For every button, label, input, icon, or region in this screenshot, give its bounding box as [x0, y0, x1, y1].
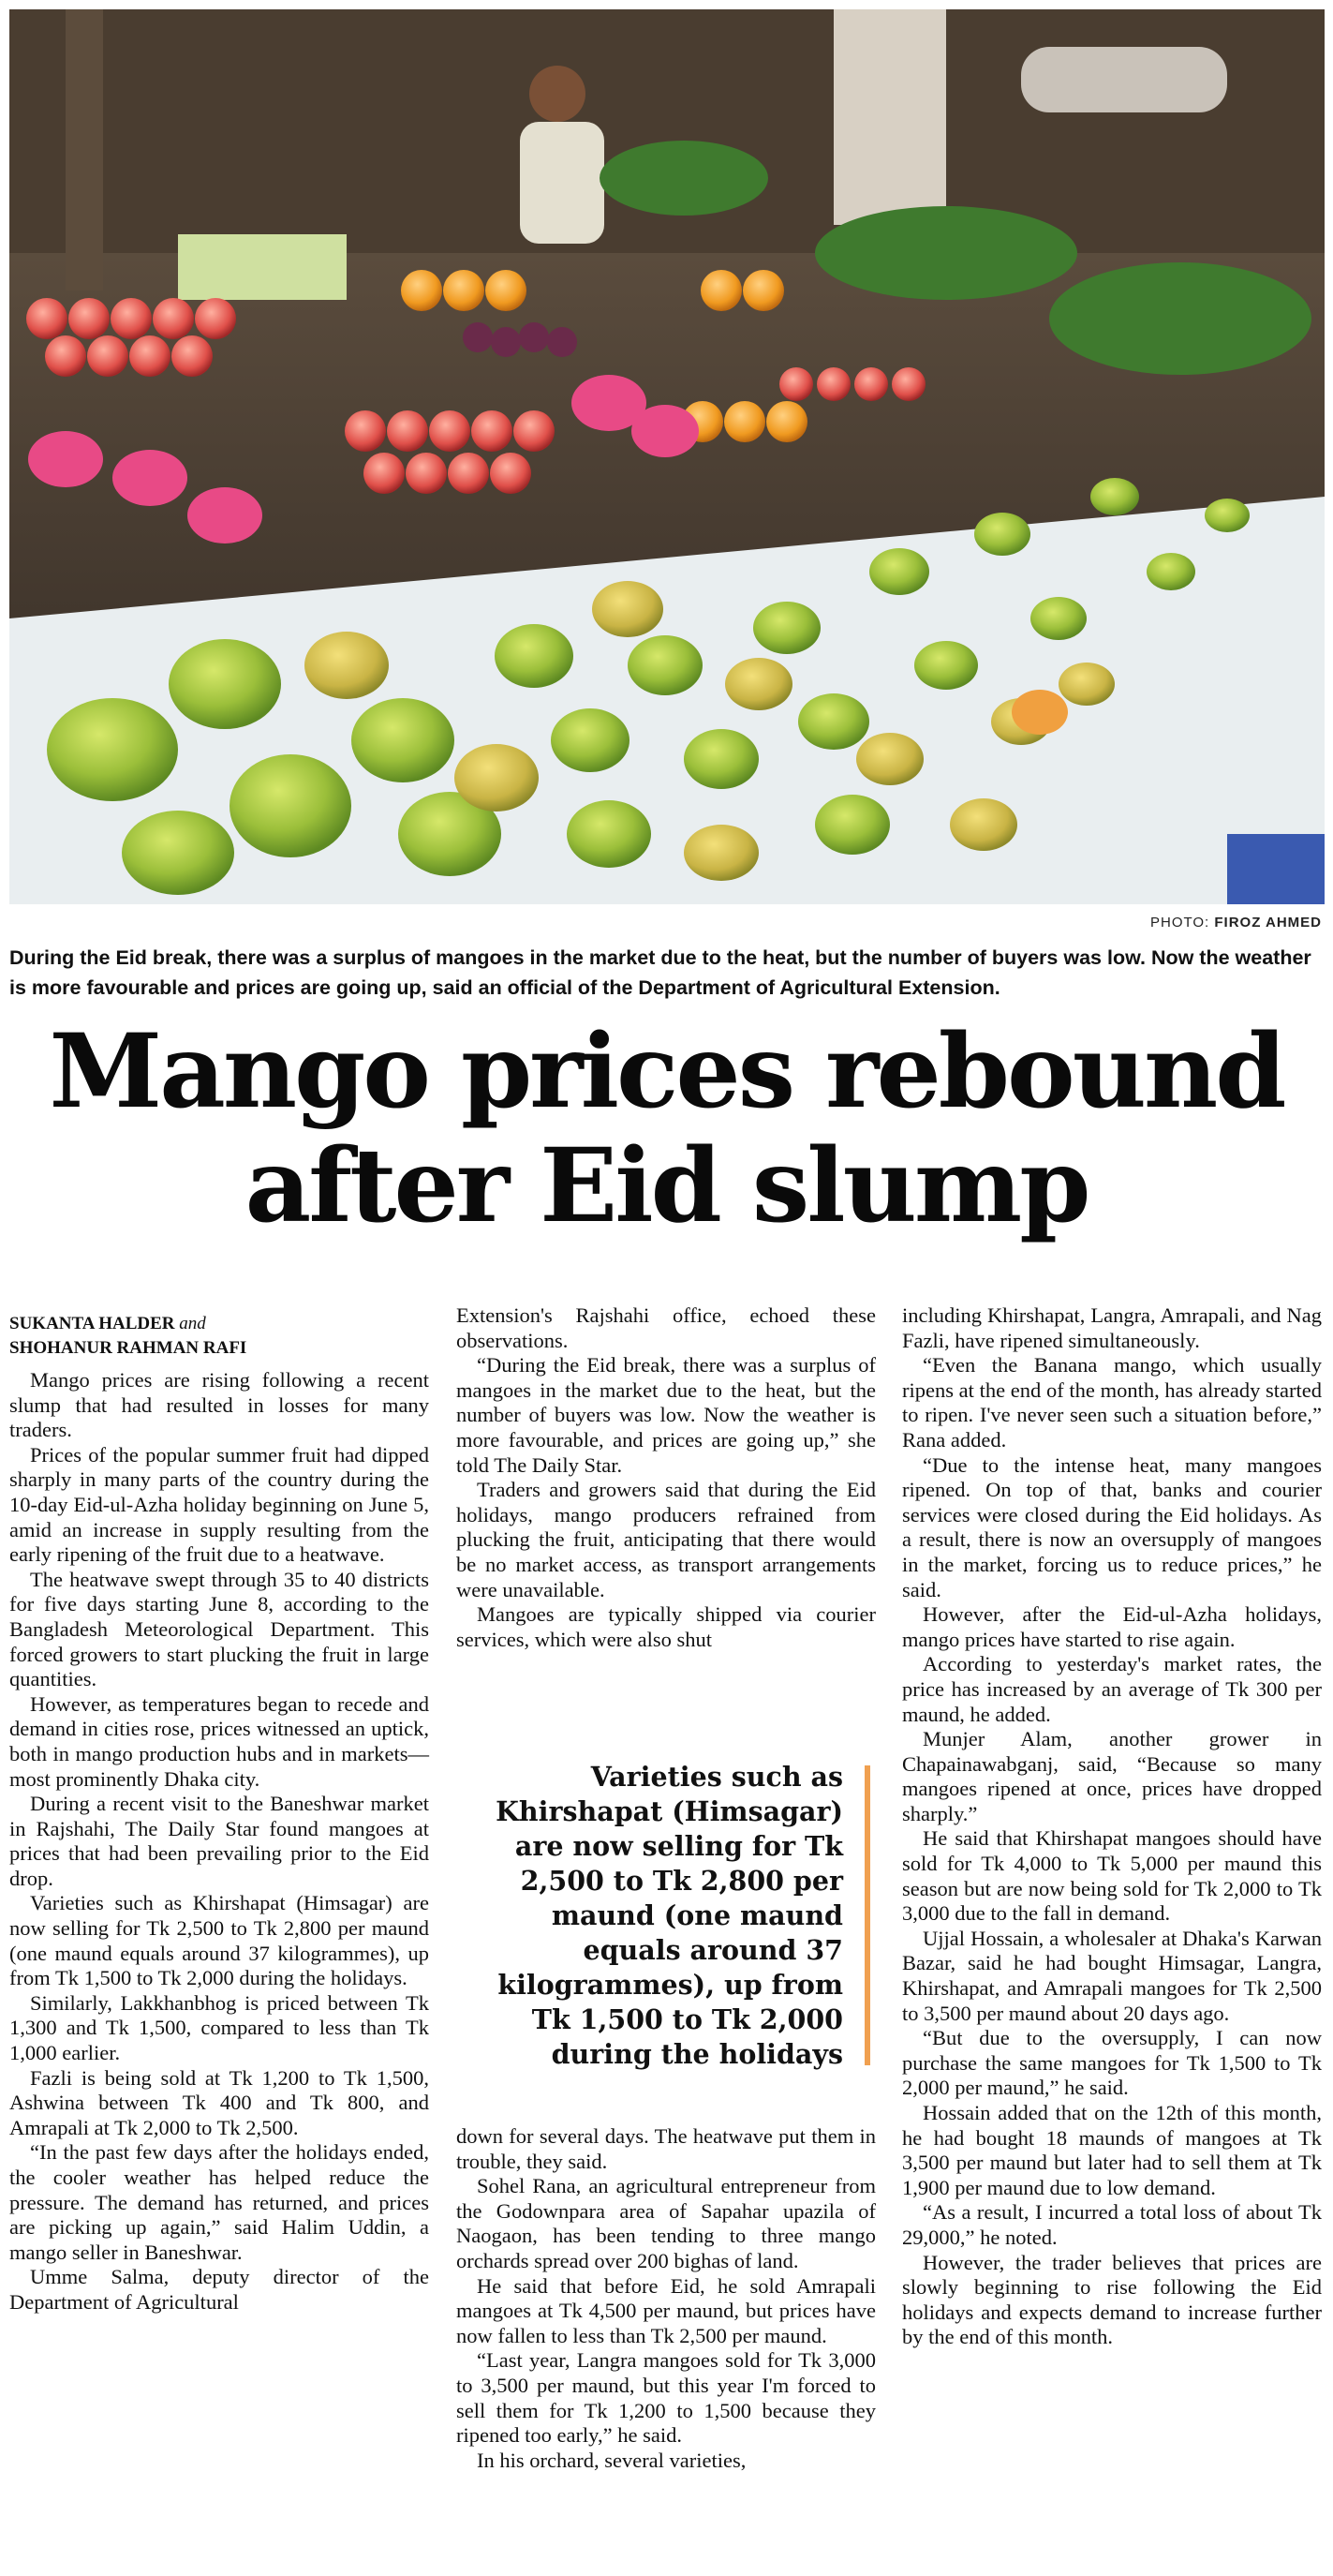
photo-credit-label: PHOTO:	[1149, 915, 1210, 931]
photo-caption: During the Eid break, there was a surplus of mangoes in the market due to the heat, but the number of buyers was low. Now the weather is more favourable and prices are going up, said an official of the Department of Agricultural Extension.	[9, 946, 1311, 999]
paragraph: Mango prices are rising following a recent slump that had resulted in losses for many traders.	[9, 1368, 429, 1442]
photographer-name: FIROZ AHMED	[1214, 915, 1322, 931]
paragraph: Umme Salma, deputy director of the Department of Agricultural	[9, 2265, 429, 2314]
mango-stall-illustration	[9, 9, 1325, 904]
paragraph: Ujjal Hossain, a wholesaler at Dhaka's Karwan Bazar, said he had bought Himsagar, Langra, Khirshapat, and Amrapali mangoes for Tk 2,500 to 3,500 per maund about 20 days ago.	[902, 1926, 1322, 2025]
paragraph: Mangoes are typically shipped via courier services, which were also shut	[456, 1602, 876, 1651]
paragraph: “As a result, I incurred a total loss of about Tk 29,000,” he noted.	[902, 2200, 1322, 2249]
author-2: SHOHANUR RAHMAN RAFI	[9, 1338, 247, 1358]
paragraph: He said that before Eid, he sold Amrapali mangoes at Tk 4,500 per maund, but prices have now fallen to less than Tk 2,500 per maund.	[456, 2273, 876, 2347]
byline	[9, 1312, 429, 1361]
paragraph: However, after the Eid-ul-Azha holidays, mango prices have started to rise again.	[902, 1602, 1322, 1651]
paragraph: “Even the Banana mango, which usually ripens at the end of the month, has already started to ripen. I've never seen such a situation before,” Rana added.	[902, 1353, 1322, 1452]
pull-quote: Varieties such as Khirshapat (Himsagar) are now selling for Tk 2,500 to Tk 2,800 per maund (one maund equals around 37 kilogrammes), up from Tk 1,500 to Tk 2,000 during the holidays	[496, 1761, 843, 2070]
paragraph: “Last year, Langra mangoes sold for Tk 3,000 to 3,500 per maund, but this year I'm forced to sell them for Tk 1,200 to 1,500 because they ripened too early,” he said.	[456, 2348, 876, 2448]
paragraph: Munjer Alam, another grower in Chapainawabganj, said, “Because so many mangoes ripened at once, prices have dropped sharply.”	[902, 1727, 1322, 1825]
paragraph: In his orchard, several varieties,	[477, 2448, 747, 2472]
paragraph: down for several days. The heatwave put them in trouble, they said.	[456, 2124, 876, 2173]
article-column-3	[902, 1303, 1322, 2350]
article-column-2-bottom	[456, 2124, 876, 2473]
headline-line-1: Mango prices rebound	[49, 1011, 1284, 1131]
paragraph: Prices of the popular summer fruit had dipped sharply in many parts of the country during the 10-day Eid-ul-Azha holiday beginning on June 5, amid an increase in supply resulting from the early ripening of the fruit due to a heatwave.	[9, 1442, 429, 1567]
paragraph: Sohel Rana, an agricultural entrepreneur from the Godownpara area of Sapahar upazila of Naogaon, has been tending to three mango orchards spread over 200 bighas of land.	[456, 2174, 876, 2272]
paragraph: Fazli is being sold at Tk 1,200 to Tk 1,500, Ashwina between Tk 400 and Tk 800, and Amrapali at Tk 2,000 to Tk 2,500.	[9, 2065, 429, 2139]
paragraph: Similarly, Lakkhanbhog is priced between Tk 1,300 and Tk 1,500, compared to less than Tk 1,000 earlier.	[9, 1990, 429, 2065]
photo-credit	[1150, 915, 1322, 931]
paragraph: He said that Khirshapat mangoes should have sold for Tk 4,000 to Tk 5,000 per maund this season but are now being sold for Tk 2,000 to Tk 3,000 due to the fall in demand.	[902, 1826, 1322, 1926]
article-column-1	[9, 1312, 429, 2315]
paragraph: “Due to the intense heat, many mangoes ripened. On top of that, banks and courier services were closed during the Eid holidays. As a result, there is now an oversupply of mangoes in the market, forcing us to reduce prices,” he said.	[902, 1452, 1322, 1601]
article-column-2-top	[456, 1303, 876, 1652]
paragraph: Traders and growers said that during the Eid holidays, mango producers refrained from plucking the fruit, anticipating that there would be no market access, as transport arrangements were unavailable.	[456, 1478, 876, 1601]
paragraph: However, the trader believes that prices are slowly beginning to rise following the Eid holidays and expects demand to increase further by the end of this month.	[902, 2250, 1322, 2349]
paragraph: The heatwave swept through 35 to 40 districts for five days starting June 8, according to the Bangladesh Meteorological Department. This forced growers to start plucking the fruit in large quantities.	[9, 1567, 429, 1691]
paragraph: “In the past few days after the holidays ended, the cooler weather has helped reduce the pressure. The demand has returned, and prices are picking up again,” said Halim Uddin, a mango seller in Baneshwar.	[9, 2140, 429, 2264]
pull-quote-accent-bar	[865, 1765, 870, 2065]
headline-line-2: after Eid slump	[244, 1125, 1089, 1245]
market-photo	[9, 9, 1325, 904]
paragraph: Hossain added that on the 12th of this month, he had bought 18 maunds of mangoes at Tk 3,500 per maund but later had to sell them at Tk 1,900 per maund due to low demand.	[902, 2101, 1322, 2199]
paragraph: “But due to the oversupply, I can now purchase the same mangoes for Tk 1,500 to Tk 2,000 per maund,” he said.	[902, 2026, 1322, 2100]
paragraph: “During the Eid break, there was a surplus of mangoes in the market due to the heat, but the number of buyers was low. Now the weather is more favourable, and prices are going up,” she told The Daily Star.	[456, 1353, 876, 1477]
headline	[0, 1011, 1333, 1245]
paragraph: Extension's Rajshahi office, echoed these observations.	[456, 1303, 876, 1352]
paragraph: According to yesterday's market rates, the price has increased by an average of Tk 300 per maund, he added.	[902, 1652, 1322, 1726]
paragraph: including Khirshapat, Langra, Amrapali, and Nag Fazli, have ripened simultaneously.	[902, 1303, 1322, 1352]
byline-and: and	[179, 1314, 206, 1333]
author-1: SUKANTA HALDER	[9, 1314, 175, 1333]
paragraph: Varieties such as Khirshapat (Himsagar) are now selling for Tk 2,500 to Tk 2,800 per maund (one maund equals around 37 kilogrammes), up from Tk 1,500 to Tk 2,000 during the holidays.	[9, 1891, 429, 1990]
paragraph: During a recent visit to the Baneshwar market in Rajshahi, The Daily Star found mangoes at prices that had been prevailing prior to the Eid drop.	[9, 1792, 429, 1890]
paragraph: However, as temperatures began to recede and demand in cities rose, prices witnessed an uptick, both in mango production hubs and in markets—most prominently Dhaka city.	[9, 1691, 429, 1791]
